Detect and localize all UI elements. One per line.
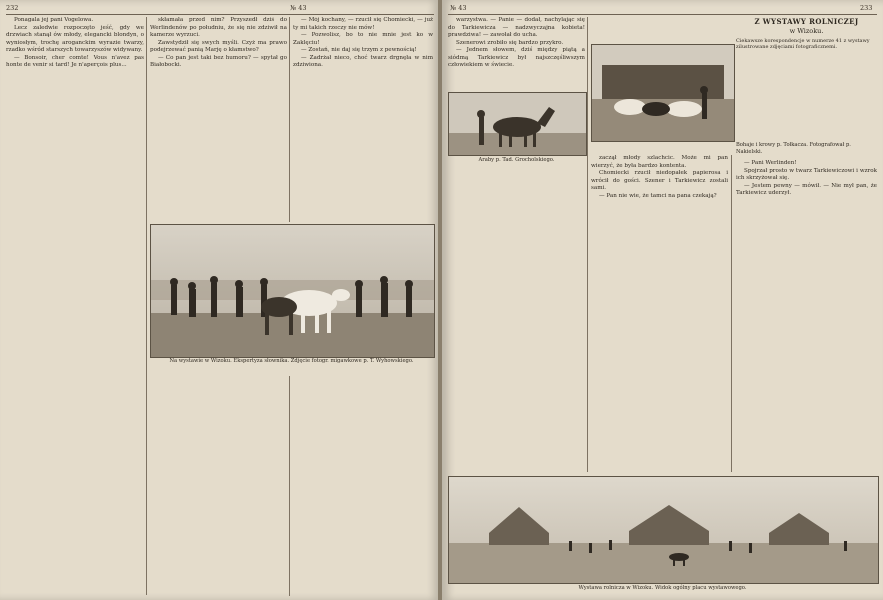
arabian-horse-photo <box>448 92 587 156</box>
left-exhibition-photo <box>150 224 435 358</box>
left-col2-para-1: skłamała przed nim? Przyszedł dziś do Werlindenów po południu, że się nie zdziwił na kamerze wyrzuci. <box>150 17 287 39</box>
left-page-number: 232 <box>6 4 19 12</box>
left-column-divider-1 <box>146 17 147 595</box>
cattle-photo-caption: Bohaje i krowy p. Tołkacza. Fotografował p. Nakielski. <box>736 142 851 155</box>
left-column-1 <box>6 17 144 595</box>
right-column-3 <box>736 160 877 472</box>
right-column-divider-2 <box>731 155 732 472</box>
left-column-2-bottom <box>150 376 287 596</box>
right-column-1-bottom <box>448 172 585 472</box>
right-col3-para-3: — Jestem pewny — mówił. — Nie mył pan, że Tarkiewicz uderzył. <box>736 182 877 197</box>
left-col3-para-4: — Zadrżał nieco, choć twarz drgnęła w nim zdziwiona. <box>293 54 433 69</box>
left-col1-para-2: Lecz zaledwie rozpoczęto jeść, gdy we drzwiach stanął ów młody, elegancki blondyn, o wyniosłym, trochę aroganckim wyrazie twarzy, rzadko wśród starszych towarzyszów widywany. <box>6 24 144 54</box>
left-column-3-bottom <box>293 376 433 596</box>
left-page <box>0 0 440 600</box>
left-col2-para-2: Zawstydził się swych myśli. Czyż ma prawo podejrzewać panią Marję o kłamstwo? <box>150 39 287 54</box>
arabian-horse-caption: Araby p. Tad. Grocholskiego. <box>478 157 555 163</box>
right-column-divider-1 <box>587 17 588 472</box>
right-header-rule <box>448 14 877 15</box>
exhibition-banner <box>736 17 877 51</box>
left-col3-para-1: — Mój kochany, — rzucił się Chomiecki, — już ty mi takich rzeczy nie mów! <box>293 17 433 31</box>
arabian-horse-image <box>449 93 586 155</box>
cattle-photo <box>591 44 735 142</box>
exhibition-grounds-caption: Wystawa rolnicza w Wizoku. Widok ogólny placu wystawowego. <box>578 585 747 591</box>
left-column-2-top <box>150 17 287 222</box>
right-col1-para-3: — Jednem słowem, dziś między piątą a siódmą Tarkiewicz był najszczęśliwszym człowiekiem w świecie. <box>448 47 585 69</box>
left-col3-para-3: — Zostań, nie daj się trzym z pewnością! <box>301 47 417 54</box>
left-exhibition-photo-image <box>151 225 434 357</box>
right-issue-number: № 43 <box>450 4 467 12</box>
left-column-3-top <box>293 17 433 222</box>
left-column-divider-2 <box>289 17 290 222</box>
right-col1-para-1: warzystwa. — Panie — dodał, nachylając się do Tarkiewicza — nadzwyczajna kobieta! prawdziwa! — zawołał do ucha. <box>448 17 585 39</box>
exhibition-grounds-image <box>449 477 878 583</box>
banner-subtitle: w Wizoku. <box>789 27 824 35</box>
left-col1-para-1: Ponagala jej pani Vogelowa. <box>14 17 94 23</box>
left-header-rule <box>6 14 434 15</box>
right-page-number: 233 <box>860 4 873 12</box>
left-issue-number: № 43 <box>290 4 307 12</box>
left-column-divider-3 <box>289 376 290 596</box>
exhibition-grounds-photo <box>448 476 879 584</box>
right-page <box>442 0 883 600</box>
right-col3-para-2: Spojrzał prosto w twarz Tarkiewiczowi i wzrok ich skrzyżował się. <box>736 167 877 182</box>
right-col2-para-3: — Pan nie wie, że tamci na pana czekają? <box>599 192 717 199</box>
left-photo-caption: Na wystawie w Wizoku. Ekspertyza słownika. Zdjęcie fotogr. migawkowe p. T. Wyhowskiego. <box>169 358 414 364</box>
right-col3-para-1: — Pani Werlinden! <box>744 160 797 166</box>
left-col1-para-3: — Bonsoir, cher comte! Vous n'avez pas honte de venir si tard! Je n'aperçois plus... <box>6 54 144 69</box>
left-col2-para-3: — Co pan jest taki bez humoru? — spytał go Białobocki. <box>150 54 287 69</box>
right-col2-para-2: Chomiecki rzucił niedopałek papierosa i wrócił do gości. Szener i Tarkiewicz zostali sami. <box>591 170 728 192</box>
right-col2-para-1: zaczął młody szlachcic. Może mi pan wierzyć, że była bardzo kontenta. <box>591 155 728 169</box>
left-col3-para-2: — Pozwolisz, bo to nie mnie jest ko w Zaklęciu! <box>293 32 433 46</box>
banner-note: Ciekawsze korespondencje w numerze 41 z wystawy zilustrowane zdjęciami fotograficznemi. <box>736 38 870 51</box>
right-col1-para-2: Szenerowi zrobiło się bardzo przykro. <box>456 39 564 46</box>
right-column-2 <box>591 155 728 472</box>
banner-title: Z WYSTAWY ROLNICZEJ <box>754 17 859 26</box>
cattle-photo-image <box>592 45 734 141</box>
